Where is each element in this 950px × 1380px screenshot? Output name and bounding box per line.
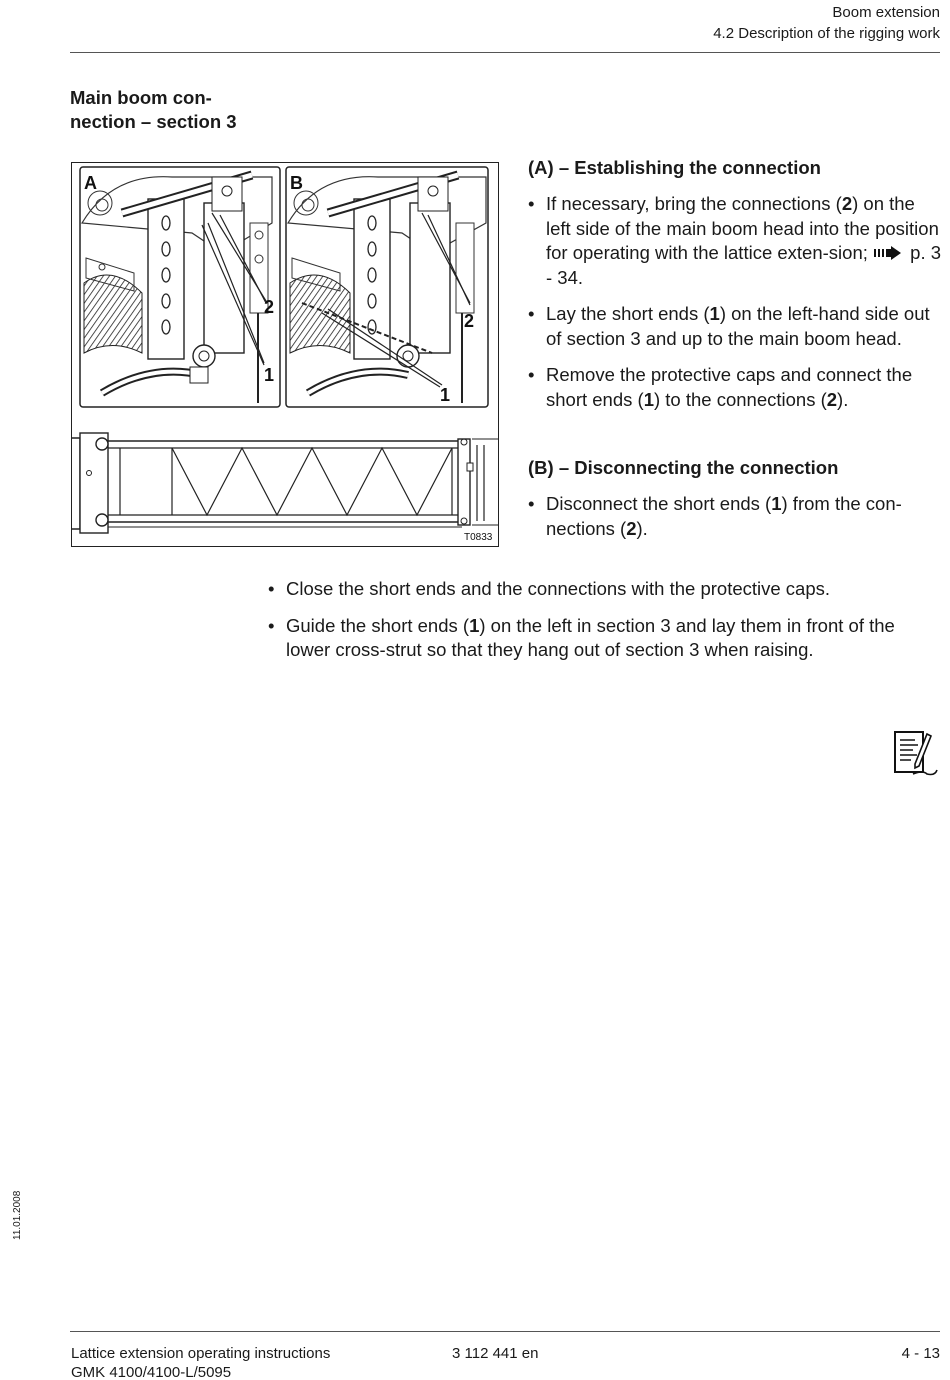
bullet-text: ) on the left-hand side out of section 3 and up to the main boom head. xyxy=(546,303,930,349)
bullet-lay-short-ends xyxy=(528,302,943,351)
bullet-text: ). xyxy=(837,388,849,410)
bullet-text: ) on the left side of the main boom head into the position for operating with the lattice exten-sion; xyxy=(546,193,939,263)
notes-page-icon xyxy=(893,730,939,778)
header-chapter: Boom extension xyxy=(832,4,940,21)
panel-b-label: B xyxy=(290,173,303,193)
instructions-column xyxy=(528,156,943,541)
illustration-drawing xyxy=(72,163,498,546)
callout-ref: 1 xyxy=(709,303,720,324)
lattice-section xyxy=(72,433,498,533)
callout-ref: 1 xyxy=(469,614,480,636)
bullet-text: ) on the left in section 3 and lay them in front of the lower cross-strut so that they hang out of section 3 when raising. xyxy=(286,614,895,660)
header-section: 4.2 Description of the rigging work xyxy=(713,25,940,42)
revision-date: 11.01.2008 xyxy=(12,1190,23,1240)
footer-manual-title: Lattice extension operating instructions xyxy=(71,1345,331,1362)
panel-a-label: A xyxy=(84,173,97,193)
connection-illustration xyxy=(71,162,499,547)
figure-code: T0833 xyxy=(464,532,493,543)
section-title-line-1: Main boom con- xyxy=(70,87,212,108)
bullet-text: Close the short ends and the connections with the protective caps. xyxy=(286,578,831,599)
page-reference-link[interactable]: p. 3 - 34. xyxy=(546,242,942,288)
reference-arrow-icon xyxy=(873,246,905,260)
heading-disconnecting: (B) – Disconnecting the connection xyxy=(528,457,839,478)
panel-b-callout-2: 2 xyxy=(464,311,475,331)
callout-ref: 2 xyxy=(626,517,637,539)
bullet-disconnect-short-ends xyxy=(528,492,943,541)
footer-page-number: 4 - 13 xyxy=(901,1345,940,1362)
heading-establishing: (A) – Establishing the connection xyxy=(528,157,821,178)
callout-ref: 1 xyxy=(771,493,782,514)
panel-b-callout-1: 1 xyxy=(440,385,451,405)
footer-document-number: 3 112 441 en xyxy=(452,1345,539,1362)
panel-b xyxy=(286,167,488,407)
section-title xyxy=(70,86,260,134)
bullet-remove-caps xyxy=(528,363,943,412)
bullet-text: ) from the con-nections ( xyxy=(546,493,902,539)
bullet-bring-connections xyxy=(528,192,943,290)
bullet-text: ). xyxy=(636,517,648,539)
footer-model: GMK 4100/4100-L/5095 xyxy=(71,1364,232,1380)
header-rule xyxy=(70,52,940,53)
bullet-text: ) to the connections ( xyxy=(653,388,827,410)
callout-ref: 2 xyxy=(826,388,838,410)
bullet-text: If necessary, bring the connections ( xyxy=(546,193,842,214)
bullet-guide-short-ends xyxy=(268,614,938,663)
callout-ref: 1 xyxy=(643,388,654,410)
instructions-continued xyxy=(268,577,938,663)
bullet-text: Lay the short ends ( xyxy=(546,303,710,324)
panel-a xyxy=(80,167,280,407)
footer-rule xyxy=(70,1331,940,1332)
bullet-text: Remove the protective caps and connect the short ends ( xyxy=(546,364,913,410)
callout-ref: 2 xyxy=(841,193,853,214)
bullet-close-ends xyxy=(268,577,938,602)
bullet-text: Disconnect the short ends ( xyxy=(546,493,772,514)
section-title-line-2: nection – section 3 xyxy=(70,111,237,132)
panel-a-callout-2: 2 xyxy=(264,297,275,317)
panel-a-callout-1: 1 xyxy=(264,365,275,385)
bullet-text: Guide the short ends ( xyxy=(286,614,470,636)
